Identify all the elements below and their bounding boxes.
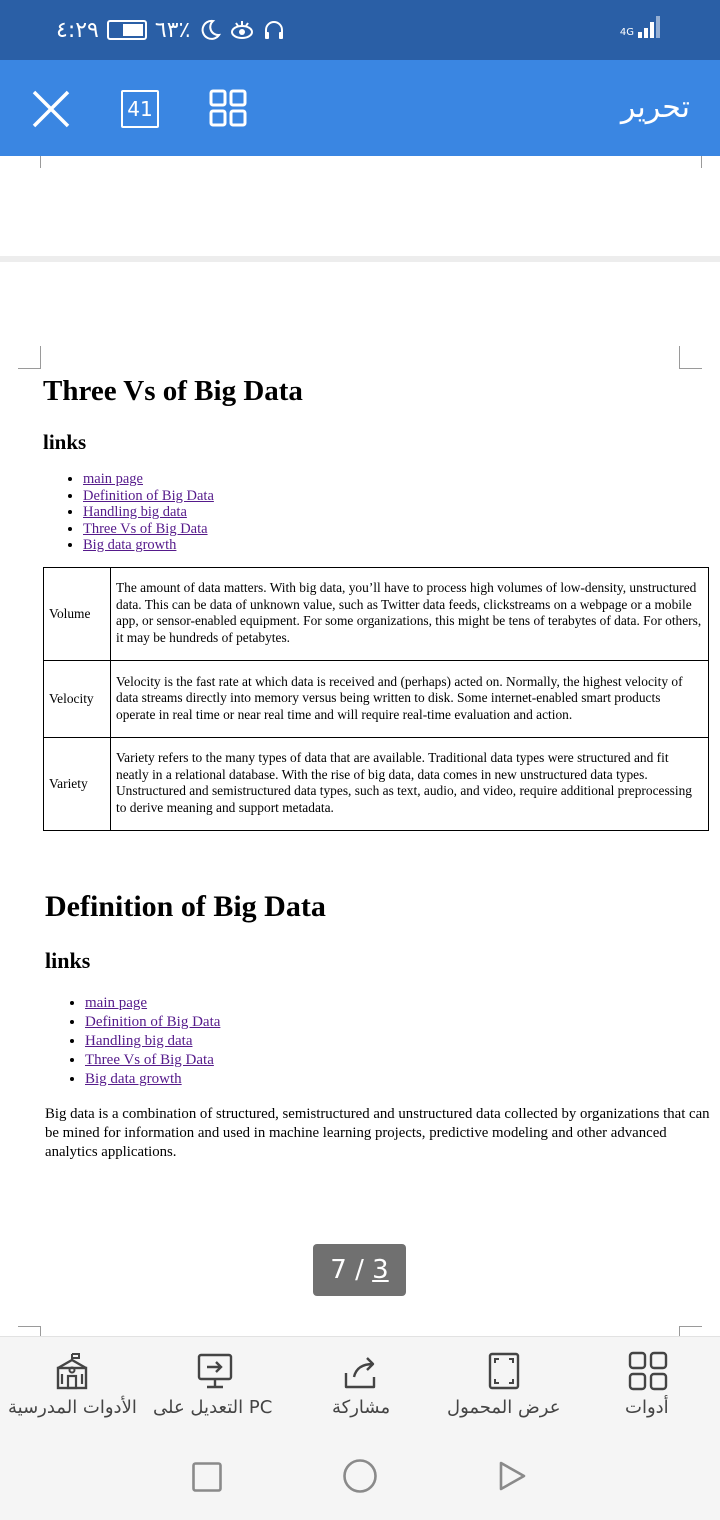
page-corner-mark: [18, 346, 41, 369]
table-key: Velocity: [44, 660, 111, 737]
clock: ٤:٢٩: [56, 17, 99, 43]
table-cell: Velocity is the fast rate at which data is received and (perhaps) acted on. Normally, the highest velocity of data streams directly into memory versus being written to disk. Some internet-enabled smart products operate in real time or near real time and will require real-time evaluation and action.: [111, 660, 709, 737]
share-label: مشاركة: [332, 1397, 391, 1418]
link-growth[interactable]: Big data growth: [83, 537, 177, 554]
signal-bar: [644, 28, 648, 38]
recents-icon[interactable]: [192, 1462, 222, 1492]
list-item: [85, 1051, 710, 1070]
mobile-view-icon: [484, 1351, 524, 1391]
page-counter: [313, 1244, 406, 1296]
links-heading: links: [43, 430, 87, 454]
link-handling[interactable]: Handling big data: [85, 1033, 193, 1049]
mobile-view-button[interactable]: [440, 1337, 570, 1433]
page-corner-mark: [679, 346, 702, 369]
link-growth[interactable]: Big data growth: [85, 1071, 182, 1087]
network-type: 4G: [619, 27, 634, 38]
battery-level: ٦٣٪: [154, 17, 191, 43]
signal-bar: [656, 16, 660, 38]
mobile-view-label: عرض المحمول: [447, 1397, 561, 1418]
status-bar: [0, 0, 720, 60]
share-icon: [340, 1351, 380, 1391]
list-item: [83, 471, 711, 488]
table-row: [44, 737, 709, 830]
signal-bar: [638, 32, 642, 38]
page-separator-slash: /: [355, 1255, 364, 1285]
page-corner-mark: [18, 1326, 41, 1336]
page-count-button[interactable]: 41: [121, 90, 159, 128]
grid-view-icon[interactable]: [209, 89, 247, 127]
bottom-toolbar: [0, 1336, 720, 1433]
link-three-vs[interactable]: Three Vs of Big Data: [83, 520, 208, 537]
page-separator: [0, 256, 720, 262]
monitor-icon: [195, 1351, 235, 1391]
page-corner-mark: [679, 1326, 702, 1336]
section-three-vs: [43, 375, 711, 831]
eye-comfort-icon: [230, 18, 254, 42]
link-main-page[interactable]: main page: [85, 995, 148, 1011]
links-list: [45, 994, 710, 1089]
list-item: [85, 1070, 710, 1089]
school-tools-button[interactable]: [0, 1337, 145, 1433]
school-icon: [52, 1351, 92, 1391]
edit-on-pc-label: التعديل على PC: [153, 1397, 273, 1418]
signal-bar: [650, 22, 654, 38]
table-row: [44, 660, 709, 737]
page-total: 7: [330, 1255, 347, 1285]
table-cell: Variety refers to the many types of data that are available. Traditional data types were structured and fit neatly in a relational database. With the rise of big data, data comes in new unstructured data types. Unstructured and semistructured data types, such as text, audio, and video, require additional preprocessing to derive meaning and support metadata.: [111, 737, 709, 830]
links-heading: links: [45, 948, 91, 973]
section-title: Definition of Big Data: [45, 890, 326, 923]
app-bar: [0, 60, 720, 156]
tools-label: أدوات: [625, 1397, 669, 1418]
school-tools-label: الأدوات المدرسية: [8, 1397, 137, 1418]
link-definition[interactable]: Definition of Big Data: [83, 487, 214, 504]
page-corner-mark: [679, 156, 702, 168]
section-title: Three Vs of Big Data: [43, 375, 303, 407]
list-item: [85, 1013, 710, 1032]
three-vs-table: [43, 567, 709, 831]
list-item: [83, 488, 711, 505]
edit-button[interactable]: تحرير: [620, 90, 690, 125]
system-nav-bar: [0, 1432, 720, 1520]
list-item: [83, 537, 711, 554]
list-item: [85, 994, 710, 1013]
back-icon[interactable]: [496, 1460, 528, 1492]
signal-group: [620, 16, 660, 38]
link-handling[interactable]: Handling big data: [83, 504, 187, 521]
link-definition[interactable]: Definition of Big Data: [85, 1014, 221, 1030]
battery-icon: [107, 20, 147, 40]
status-left-group: [56, 14, 286, 46]
table-row: [44, 567, 709, 660]
list-item: [85, 1032, 710, 1051]
tools-grid-icon: [628, 1351, 668, 1391]
list-item: [83, 521, 711, 538]
page-corner-mark: [40, 156, 63, 168]
moon-icon: [198, 18, 222, 42]
section-definition: [45, 890, 710, 1162]
links-list: [43, 471, 711, 554]
table-key: Variety: [44, 737, 111, 830]
headset-icon: [262, 18, 286, 42]
edit-on-pc-button[interactable]: [150, 1337, 285, 1433]
table-cell: The amount of data matters. With big data, you’ll have to process high volumes of low-density, unstructured data. This can be data of unknown value, such as Twitter data feeds, clickstreams on a webpage or a mobile app, or sensor-enabled equipment. For some organizations, this might be tens of terabytes of data. For others, it may be hundreds of petabytes.: [111, 567, 709, 660]
share-button[interactable]: [320, 1337, 410, 1433]
list-item: [83, 504, 711, 521]
page-current: 3: [372, 1255, 389, 1285]
table-key: Volume: [44, 567, 111, 660]
home-icon[interactable]: [342, 1458, 378, 1494]
tools-button[interactable]: [610, 1337, 700, 1433]
link-main-page[interactable]: main page: [83, 471, 143, 487]
link-three-vs[interactable]: Three Vs of Big Data: [85, 1052, 214, 1068]
close-icon[interactable]: [30, 88, 72, 130]
document-viewer[interactable]: [0, 156, 720, 1336]
body-paragraph: Big data is a combination of structured, semistructured and unstructured data collected by organizations that can be mined for information and used in machine learning projects, predictive modeling and other advanced analytics applications.: [45, 1106, 710, 1160]
